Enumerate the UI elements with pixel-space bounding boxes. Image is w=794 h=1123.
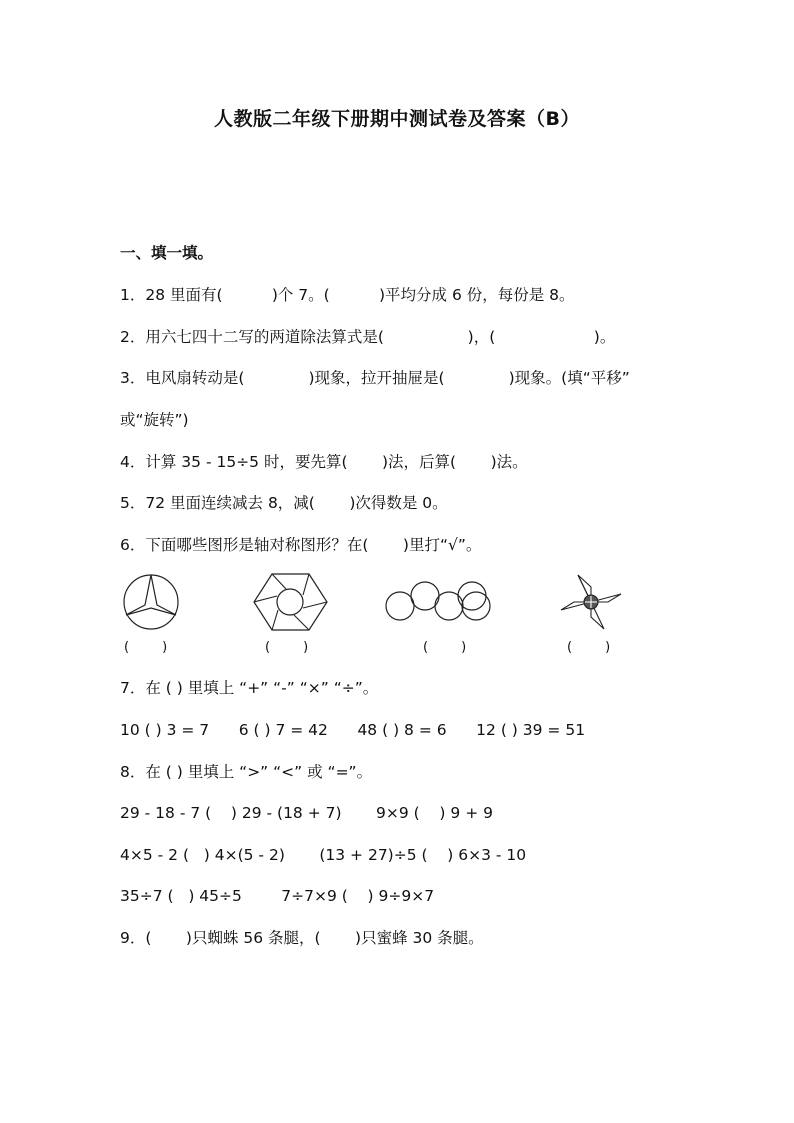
question-7: 7．在 ( ) 里填上 “+” “-” “×” “÷”。 — [120, 679, 379, 697]
page-title: 人教版二年级下册期中测试卷及答案（B） — [214, 108, 580, 130]
symmetry-figures — [0, 565, 794, 665]
question-1: 1．28 里面有( )个 7。( )平均分成 6 份，每份是 8。 — [120, 286, 575, 304]
figure-1-answer-paren: ( ) — [124, 640, 168, 655]
figure-pinwheel — [561, 575, 621, 629]
question-3-line-2: 或“旋转”) — [120, 411, 189, 429]
figure-4-answer-paren: ( ) — [567, 640, 611, 655]
section-heading-fill-in: 一、填一填。 — [120, 244, 214, 262]
question-8: 8．在 ( ) 里填上 “>” “<” 或 “=”。 — [120, 763, 373, 781]
figure-circle-star — [124, 575, 178, 629]
question-6: 6．下面哪些图形是轴对称图形？在( )里打“√”。 — [120, 536, 482, 554]
question-8-row-2: 4×5 - 2 ( ) 4×(5 - 2) (13 + 27)÷5 ( ) 6×3 - 10 — [120, 846, 527, 864]
question-9: 9．( )只蜘蛛 56 条腿，( )只蜜蜂 30 条腿。 — [120, 929, 484, 947]
figure-3-answer-paren: ( ) — [423, 640, 467, 655]
figure-hexagon-circle — [254, 574, 327, 630]
question-8-row-1: 29 - 18 - 7 ( ) 29 - (18 + 7) 9×9 ( ) 9 + 9 — [120, 804, 493, 822]
figure-2-answer-paren: ( ) — [265, 640, 309, 655]
figure-five-circles — [386, 582, 490, 620]
question-4: 4．计算 35 - 15÷5 时，要先算( )法，后算( )法。 — [120, 453, 528, 471]
question-8-row-3: 35÷7 ( ) 45÷5 7÷7×9 ( ) 9÷9×7 — [120, 887, 435, 905]
question-5: 5．72 里面连续减去 8，减( )次得数是 0。 — [120, 494, 448, 512]
question-2: 2．用六七四十二写的两道除法算式是( )，( )。 — [120, 328, 616, 346]
question-7-equations: 10 ( ) 3 = 7 6 ( ) 7 = 42 48 ( ) 8 = 6 12 ( ) 39 = 51 — [120, 721, 586, 739]
question-3-line-1: 3．电风扇转动是( )现象，拉开抽屉是( )现象。(填“平移” — [120, 369, 630, 387]
